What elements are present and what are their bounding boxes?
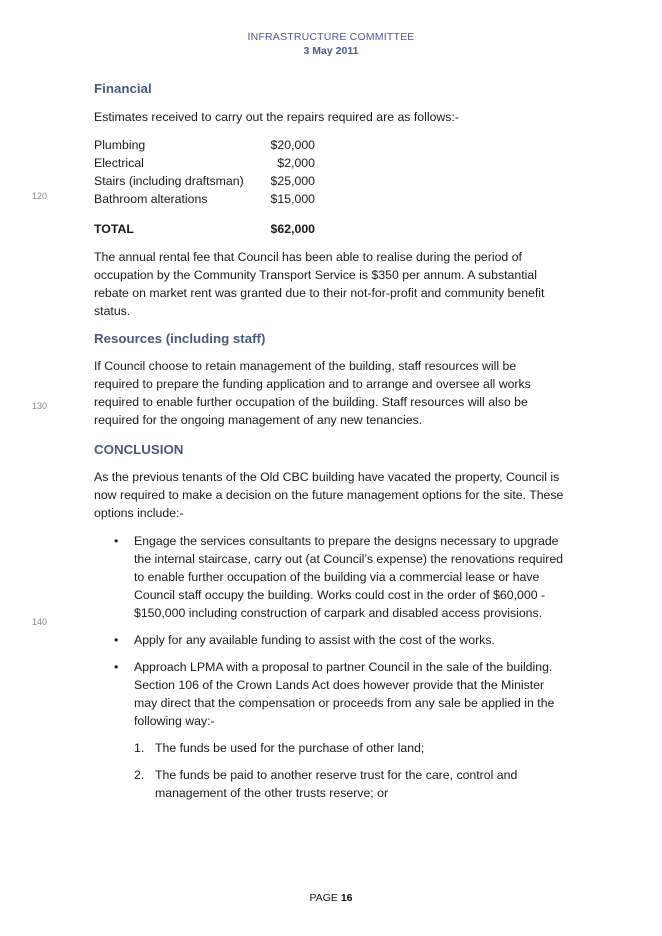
cost-row <box>94 136 564 154</box>
resources-heading: Resources (including staff) <box>94 331 266 346</box>
cost-row <box>94 154 564 172</box>
list-item <box>94 631 564 649</box>
page-number: 16 <box>340 892 353 904</box>
resources-paragraph: If Council choose to retain management of the building, staff resources will be required to prepare the funding application and to arrange and oversee all works required to enable further occupation of the building. Staff resources will also be required for the ongoing management of any new tenancies. <box>94 359 531 427</box>
total-amount: $62,000 <box>270 222 315 236</box>
cost-item-label: Electrical <box>94 156 144 170</box>
numbered-item <box>94 766 564 802</box>
options-list <box>94 532 564 730</box>
financial-intro: Estimates received to carry out the repairs required are as follows:- <box>94 110 459 124</box>
line-number: 130 <box>32 401 48 411</box>
cost-item-label: Plumbing <box>94 138 146 152</box>
bullet-icon: • <box>114 660 119 674</box>
cost-item-amount: $15,000 <box>270 192 315 206</box>
bullet-icon: • <box>114 534 119 548</box>
total-label: TOTAL <box>94 222 134 236</box>
committee-title: INFRASTRUCTURE COMMITTEE <box>247 31 415 43</box>
cost-table <box>94 136 564 238</box>
list-item <box>94 532 564 622</box>
numbered-item-text: The funds be paid to another reserve trust for the care, control and management of the other trusts reserve; or <box>155 768 518 800</box>
page-footer <box>0 892 662 904</box>
list-item-text: Engage the services consultants to prepare the designs necessary to upgrade the internal staircase, carry out (at Council’s expense) the renovations required to enable further occupation of the building via a commercial lease or have Council staff occupy the building. Works could cost in the order of $60,000 - $150,000 including construction of carpark and disabled access provisions. <box>134 534 564 620</box>
conclusion-paragraph: As the previous tenants of the Old CBC building have vacated the property, Council is now required to make a decision on the future management options for the site. These options include:- <box>94 470 564 520</box>
numbered-item <box>94 739 564 757</box>
page-label: PAGE <box>309 892 338 904</box>
line-number: 120 <box>32 191 48 201</box>
bullet-icon: • <box>114 633 119 647</box>
total-row <box>94 220 564 238</box>
numbered-item-text: The funds be used for the purchase of other land; <box>155 741 425 755</box>
cost-item-label: Stairs (including draftsman) <box>94 174 244 188</box>
meeting-date: 3 May 2011 <box>303 45 359 57</box>
cost-row <box>94 172 564 190</box>
cost-item-label: Bathroom alterations <box>94 192 208 206</box>
conclusion-heading: CONCLUSION <box>94 442 184 457</box>
line-number: 140 <box>32 617 48 627</box>
document-body <box>94 80 564 811</box>
cost-item-amount: $2,000 <box>277 156 315 170</box>
item-number: 1. <box>134 741 145 755</box>
list-item <box>94 658 564 730</box>
cost-item-amount: $25,000 <box>270 174 315 188</box>
list-item-text: Approach LPMA with a proposal to partner Council in the sale of the building. Section 106 of the Crown Lands Act does however provide that the Minister may direct that the compensation or proceeds from any sale be applied in the following way:- <box>134 660 555 728</box>
cost-row <box>94 190 564 208</box>
item-number: 2. <box>134 768 145 782</box>
financial-heading: Financial <box>94 81 152 96</box>
list-item-text: Apply for any available funding to assist with the cost of the works. <box>134 633 495 647</box>
numbered-list <box>94 739 564 802</box>
cost-item-amount: $20,000 <box>270 138 315 152</box>
rental-paragraph: The annual rental fee that Council has been able to realise during the period of occupation by the Community Transport Service is $350 per annum. A substantial rebate on market rent was granted due to their not-for-profit and community benefit status. <box>94 250 545 318</box>
